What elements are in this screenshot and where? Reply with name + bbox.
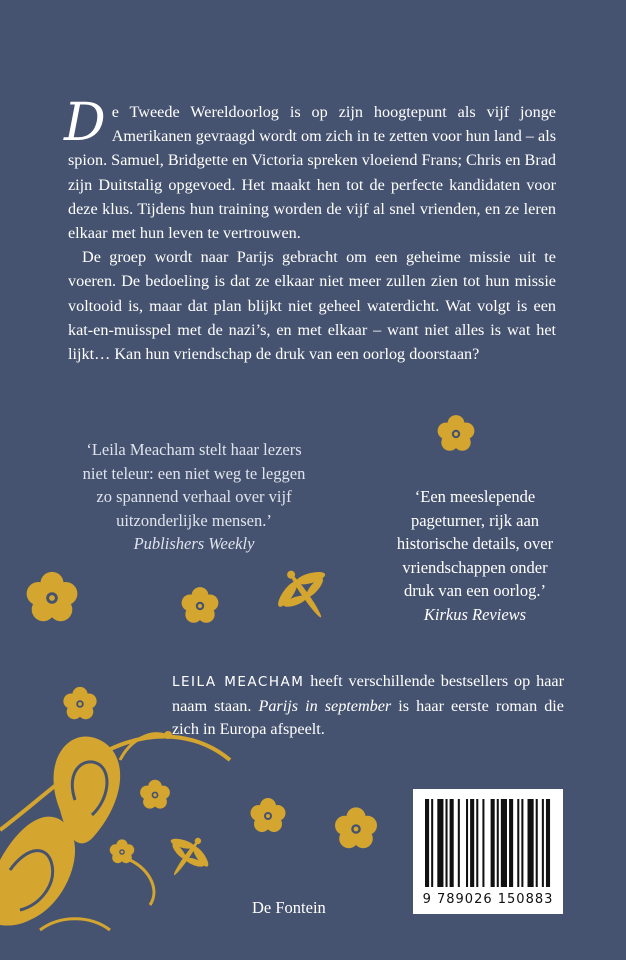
barcode-bars <box>413 789 563 894</box>
review-quote-publishers-weekly <box>60 438 328 556</box>
barcode-bar <box>450 799 454 887</box>
paisley-ornament <box>0 731 230 930</box>
flower-icon <box>251 798 286 832</box>
barcode-bar <box>501 799 507 887</box>
author-bio <box>172 670 564 742</box>
drop-cap: D <box>64 93 106 153</box>
blurb-paragraph-2: De groep wordt naar Parijs gebracht om een geheime missie uit te voeren. De bedoeling is dat ze elkaar niet meer zullen zien tot hun missie voltooid is, maar dat plan blijkt niet geheel waterdicht. Wat volgt is een kat-en-muisspel met de nazi’s, en met elkaar – want niet alles is wat het lijkt… Kan hun vriendschap de druk van een oorlog doorstaan? <box>68 248 556 364</box>
book-title: Parijs in september <box>258 696 392 715</box>
author-bio-text-1: heeft verschillende bestsellers op haar naam staan. <box>172 672 565 715</box>
barcode-bar <box>437 799 443 887</box>
barcode-bar <box>491 799 495 887</box>
barcode-bar <box>482 799 484 887</box>
barcode-bar <box>476 799 478 887</box>
barcode-bar <box>431 799 433 887</box>
blurb <box>64 93 556 366</box>
dragonfly-icon <box>155 825 220 889</box>
blurb-paragraph-1-text: e Tweede Wereldoorlog is op zijn hoogtepunt als vijf jonge Amerikanen gevraagd wordt om zich in te zetten voor hun land – als spion. Samuel, Bridgette en Victoria spreken vloeiend Frans; Chris en Brad zijn Duitstalig opgevoed. Het maakt hen tot de perfecte kandidaten voor deze klus. Tijdens hun training worden de vijf al snel vrienden, en ze leren elkaar met hun leven te vertrouwen. <box>68 103 556 243</box>
barcode-bar <box>509 799 513 887</box>
barcode-bar <box>458 799 460 887</box>
quote-text: ‘Leila Meacham stelt haar lezers niet teleur: een niet weg te leggen zo spannend verhaal over vijf uitzonderlijke mensen.’ <box>82 440 306 530</box>
barcode-bar <box>497 799 499 887</box>
barcode-bar <box>470 799 474 887</box>
quote-source: Kirkus Reviews <box>423 604 527 624</box>
barcode-bar <box>517 799 519 887</box>
barcode-bar <box>521 799 523 887</box>
flower-icon <box>140 780 170 809</box>
flower-icon <box>335 807 377 848</box>
barcode-bar <box>546 799 550 887</box>
quote-text: ‘Een meeslepende pageturner, rijk aan historische details, over vriendschappen onder druk van een oorlog.’ <box>396 487 554 600</box>
barcode-bar <box>466 799 468 887</box>
barcode-bar <box>536 799 538 887</box>
barcode-bar <box>446 799 448 887</box>
flower-icon <box>438 415 475 451</box>
flower-icon <box>63 687 96 719</box>
barcode <box>413 789 563 914</box>
isbn-number: 9 789026 150883 <box>422 892 554 907</box>
publisher-name: De Fontein <box>252 898 326 917</box>
quote-source: Publishers Weekly <box>133 534 255 553</box>
author-bio-text-2: is haar eerste roman die zich in Europa afspeelt. <box>172 696 564 738</box>
dragonfly-icon <box>264 554 345 634</box>
blurb-paragraph-1 <box>64 93 556 245</box>
flower-icon <box>182 587 219 623</box>
barcode-bar <box>425 799 429 887</box>
barcode-bar <box>542 799 544 887</box>
flower-icon <box>27 572 78 621</box>
barcode-bar <box>528 799 534 887</box>
author-name: LEILA MEACHAM <box>172 674 305 690</box>
review-quote-kirkus <box>360 485 590 626</box>
